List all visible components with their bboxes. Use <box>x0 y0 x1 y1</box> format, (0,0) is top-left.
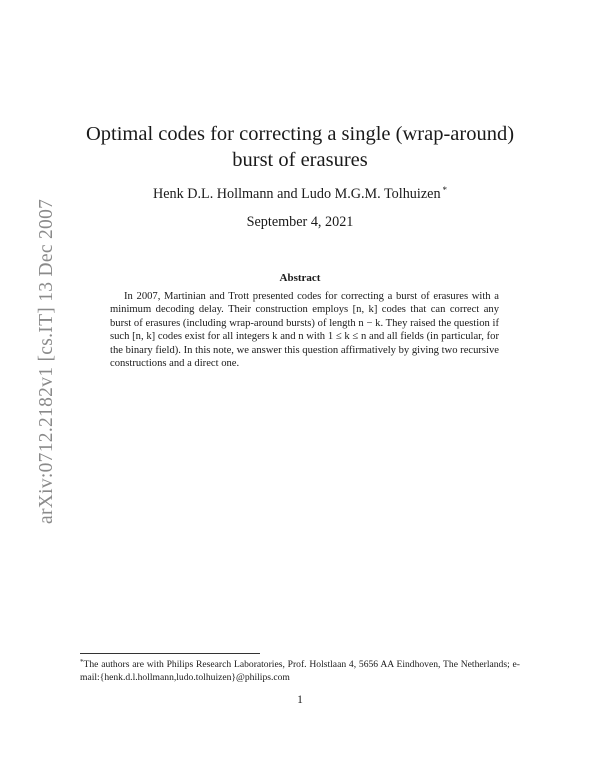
arxiv-identifier-stamp: arXiv:0712.2182v1 [cs.IT] 13 Dec 2007 <box>36 198 57 524</box>
footnote-divider <box>80 653 260 654</box>
title-line-1: Optimal codes for correcting a single (wrap-around) <box>85 123 515 145</box>
paper-title <box>60 121 540 173</box>
page-number: 1 <box>297 694 303 706</box>
title-line-2: burst of erasures <box>232 149 368 171</box>
abstract-body: In 2007, Martinian and Trott presented codes for correcting a burst of erasures with a minimum decoding delay. Their construction employs [n, k] codes that can correct any burst of erasures (including wrap-around bursts) of length n − k. They raised the question if such [n, k] codes exist for all integers k and n with 1 ≤ k ≤ n and all fields (in particular, for the binary field). In this note, we answer this question affirmatively by giving two recursive constructions and a direct one. <box>110 291 499 370</box>
author-footnote-mark: * <box>442 185 448 195</box>
author-affiliation-footnote <box>80 656 520 684</box>
author-names: Henk D.L. Hollmann and Ludo M.G.M. Tolhuizen <box>152 186 441 202</box>
author-list <box>60 181 540 203</box>
paper-date: September 4, 2021 <box>246 214 354 230</box>
abstract-heading: Abstract <box>279 272 321 284</box>
footnote-text: The authors are with Philips Research Laboratories, Prof. Holstlaan 4, 5656 AA Eindhoven, The Netherlands; e-mail:{henk.d.l.hollmann,ludo.tolhuizen}@philips.com <box>80 659 520 683</box>
footnote-mark: * <box>80 658 84 666</box>
